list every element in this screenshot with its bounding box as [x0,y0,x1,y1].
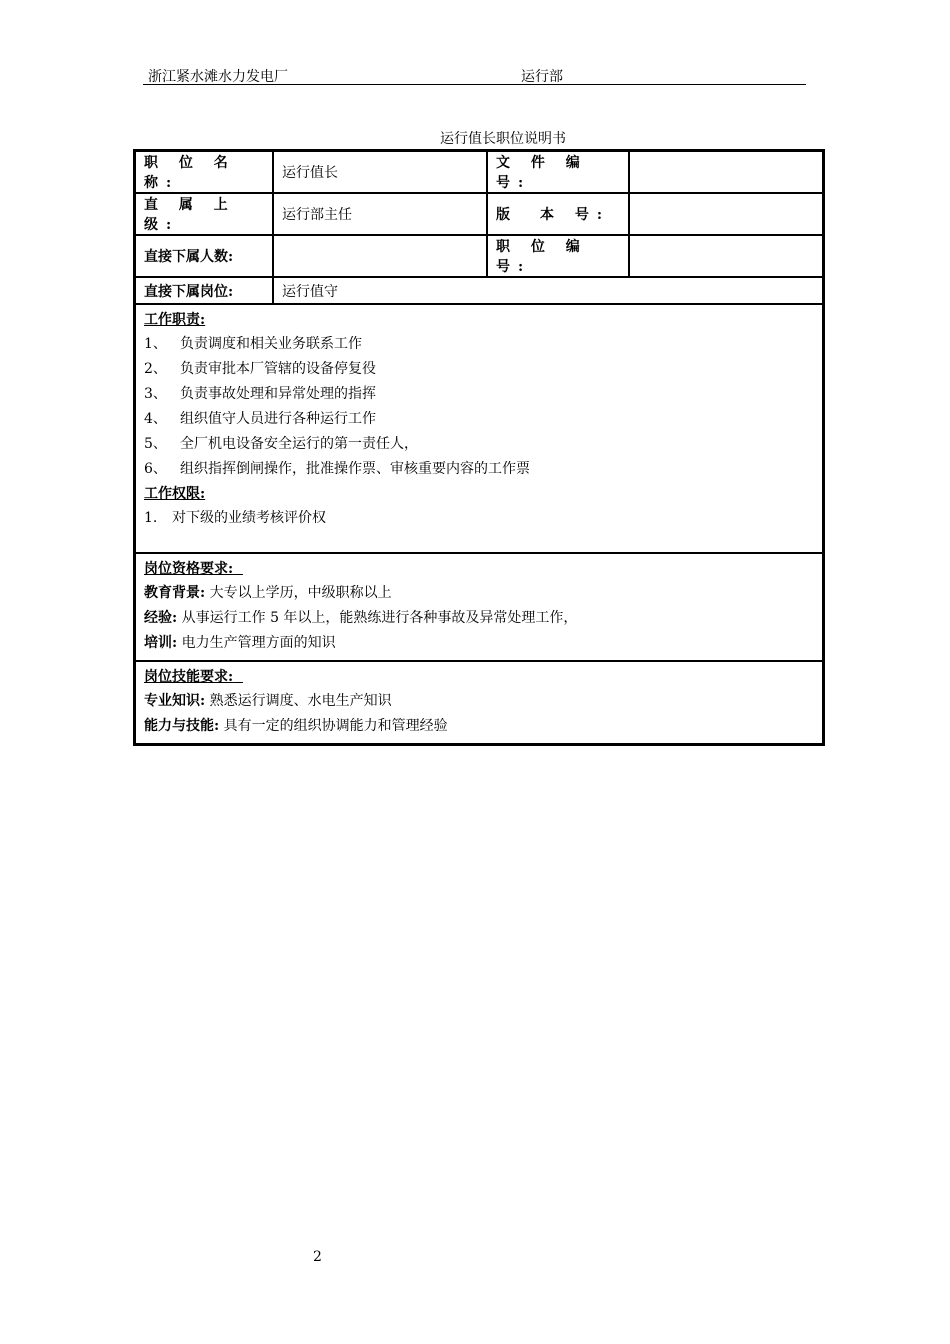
skills-section [135,661,823,744]
doc-no-value [629,151,823,193]
experience-label: 经验: [144,610,178,626]
list-item: 1. 对下级的业绩考核评价权 [144,510,326,526]
experience-value: 从事运行工作 5 年以上，能熟练进行各种事故及异常处理工作， [181,610,578,626]
subordinate-post-value: 运行值守 [273,277,823,304]
list-item: 3、 负责事故处理和异常处理的指挥 [144,386,376,402]
training-value: 电力生产管理方面的知识 [181,635,336,651]
education-label: 教育背景: [144,585,206,601]
table-row [135,553,823,661]
doc-no-label: 文 件 编 号: [487,151,629,193]
superior-value: 运行部主任 [273,193,487,235]
page-header [143,62,806,85]
ability-value: 具有一定的组织协调能力和管理经验 [223,718,448,734]
position-name-label: 职 位 名 称: [135,151,273,193]
subordinate-count-value [273,235,487,277]
page-number: 2 [313,1249,322,1265]
position-name-value: 运行值长 [273,151,487,193]
subordinate-post-label: 直接下属岗位: [135,277,273,304]
table-row [135,193,823,235]
duties-title: 工作职责: [144,312,206,328]
version-value [629,193,823,235]
list-item: 2、 负责审批本厂管辖的设备停复役 [144,361,376,377]
version-label: 版 本 号: [487,193,629,235]
knowledge-label: 专业知识: [144,693,206,709]
document-title: 运行值长职位说明书 [440,131,566,147]
knowledge-value: 熟悉运行调度、水电生产知识 [209,693,392,709]
training-label: 培训: [144,635,178,651]
table-row [135,151,823,193]
education-value: 大专以上学历，中级职称以上 [209,585,392,601]
qualification-title: 岗位资格要求: [144,561,234,577]
table-row [135,304,823,553]
company-name: 浙江紧水滩水力发电厂 [148,69,288,85]
table-row [135,661,823,744]
subordinate-count-label: 直接下属人数: [135,235,273,277]
list-item: 5、 全厂机电设备安全运行的第一责任人， [144,436,418,452]
qualification-section [135,553,823,661]
table-row [135,235,823,277]
department-name: 运行部 [521,69,563,85]
job-description-table [133,149,825,746]
ability-label: 能力与技能: [144,718,220,734]
position-no-label: 职 位 编 号: [487,235,629,277]
list-item: 6、 组织指挥倒闸操作，批准操作票、审核重要内容的工作票 [144,461,530,477]
superior-label: 直 属 上 级: [135,193,273,235]
table-row [135,277,823,304]
skills-title: 岗位技能要求: [144,669,234,685]
list-item: 4、 组织值守人员进行各种运行工作 [144,411,376,427]
list-item: 1、 负责调度和相关业务联系工作 [144,336,362,352]
duties-section [135,304,823,553]
authority-title: 工作权限: [144,486,206,502]
position-no-value [629,235,823,277]
